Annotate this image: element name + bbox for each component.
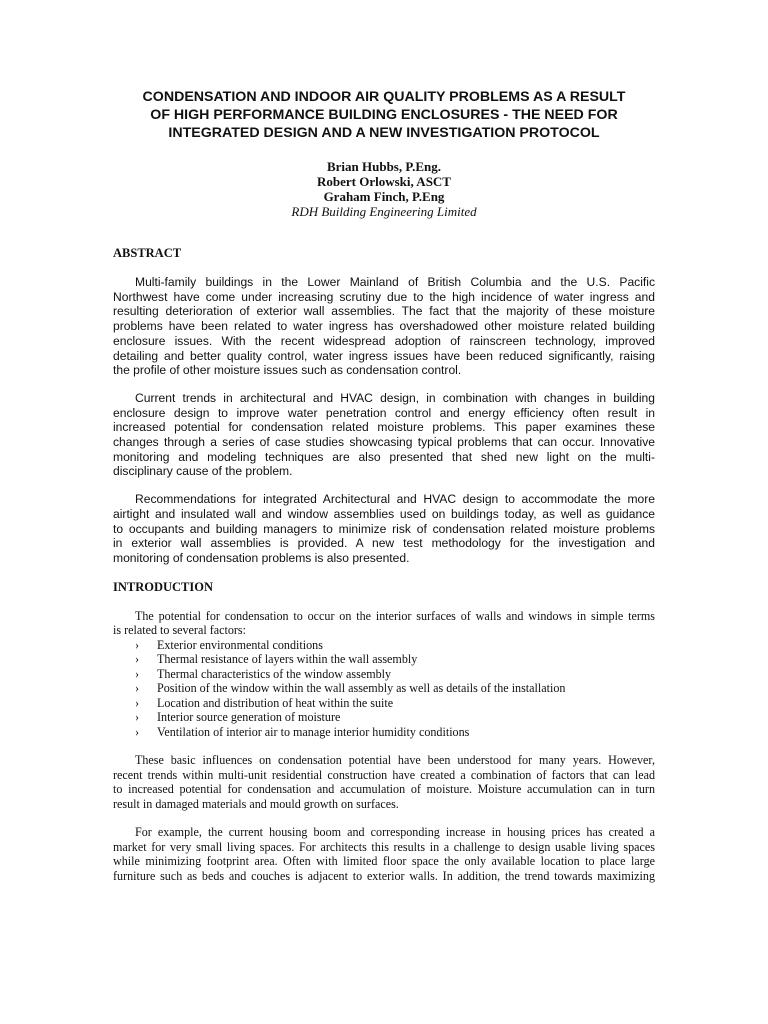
list-item [113,652,655,667]
list-item-text: Thermal characteristics of the window assembly [157,666,392,681]
text-line: Recommendations for integrated Architectural and HVAC design to accommodate the more [135,492,655,507]
text-line: result in damaged materials and mould growth on surfaces. [113,796,399,811]
text-line: changes through a series of case studies showcasing typical problems that can occur. Innovative [113,435,655,450]
introduction-paragraph [113,753,655,811]
list-item [113,696,655,711]
text-line: monitoring and modeling techniques are also presented that shed new light on the multi- [113,449,655,464]
text-line: enclosure design to improve water penetration control and energy efficiency often result in [113,405,655,420]
text-line: disciplinary cause of the problem. [113,464,293,479]
text-line: in exterior wall assemblies is provided. A new test methodology for the investigation and [113,536,655,551]
bullet-marker-icon: › [135,681,140,696]
bullet-marker-icon: › [135,652,140,667]
list-item [113,681,655,696]
list-item [113,710,655,725]
author-organization: RDH Building Engineering Limited [291,204,477,219]
text-line: problems have been related to water ingress has overshadowed other moisture related building [113,319,655,334]
bullet-marker-icon: › [135,695,140,710]
abstract-paragraph [113,275,655,378]
text-line: monitoring of condensation problems is also presented. [113,550,410,565]
paper-title [113,88,655,142]
bullet-marker-icon: › [135,724,140,739]
text-line: resulting deterioration of exterior wall assemblies. The fact that the majority of these moisture [113,304,655,319]
text-line: airtight and insulated wall and window assemblies used on buildings today, as well as guidance [113,506,655,521]
bullet-marker-icon: › [135,637,140,652]
factor-list [113,638,655,740]
text-line: increased potential for condensation related moisture problems. This paper examines these [113,420,655,435]
introduction-heading: INTRODUCTION [113,579,214,594]
text-line: to occupants and building managers to minimize risk of condensation related moisture problems [113,521,655,536]
author-name: Robert Orlowski, ASCT [317,174,451,189]
abstract-heading: ABSTRACT [113,246,182,260]
title-line: CONDENSATION AND INDOOR AIR QUALITY PROBLEMS AS A RESULT [142,89,626,105]
author-name: Brian Hubbs, P.Eng. [326,159,442,174]
list-item-text: Position of the window within the wall assembly as well as details of the installation [157,681,566,696]
text-line: These basic influences on condensation potential have been understood for many years. However, [135,753,655,768]
text-line: furniture such as beds and couches is adjacent to exterior walls. In addition, the trend towards maximizing [113,868,655,883]
list-item-text: Exterior environmental conditions [157,637,323,652]
list-item-text: Location and distribution of heat within the suite [157,695,394,710]
author-name: Graham Finch, P.Eng [323,189,445,204]
text-line: market for very small living spaces. For architects this results in a challenge to design usable living spaces [113,839,655,854]
text-line: enclosure issues. With the recent widespread adoption of rainscreen technology, improved [113,333,655,348]
list-item-text: Thermal resistance of layers within the wall assembly [157,652,418,667]
abstract-paragraph [113,391,655,479]
text-line: Northwest have come under increasing scrutiny due to the high incidence of water ingress and [113,289,655,304]
list-item [113,725,655,740]
author-block [113,159,655,219]
introduction-paragraph [113,609,655,638]
text-line: the profile of other moisture issues such as condensation control. [113,363,462,378]
text-line: is related to several factors: [113,623,246,638]
document-page [113,88,655,883]
title-line: INTEGRATED DESIGN AND A NEW INVESTIGATION PROTOCOL [168,125,600,141]
list-item [113,638,655,653]
title-line: OF HIGH PERFORMANCE BUILDING ENCLOSURES - THE NEED FOR [150,107,618,123]
text-line: The potential for condensation to occur on the interior surfaces of walls and windows in simple terms [135,608,655,623]
text-line: while minimizing footprint area. Often with limited floor space the only available location to place large [113,854,655,869]
bullet-marker-icon: › [135,710,140,725]
bullet-marker-icon: › [135,666,140,681]
text-line: Current trends in architectural and HVAC design, in combination with changes in building [135,390,655,405]
list-item [113,667,655,682]
abstract-paragraph [113,492,655,566]
list-item-text: Interior source generation of moisture [157,710,341,725]
text-line: detailing and better quality control, water ingress issues have been reduced significantly, raising [113,348,655,363]
text-line: recent trends within multi-unit residential construction have created a combination of factors that can lead [113,767,655,782]
text-line: For example, the current housing boom and corresponding increase in housing prices has created a [135,825,655,840]
introduction-paragraph [113,825,655,883]
text-line: to increased potential for condensation and accumulation of moisture. Moisture accumulation can in turn [113,782,655,797]
list-item-text: Ventilation of interior air to manage interior humidity conditions [157,724,470,739]
text-line: Multi-family buildings in the Lower Mainland of British Columbia and the U.S. Pacific [135,275,655,289]
